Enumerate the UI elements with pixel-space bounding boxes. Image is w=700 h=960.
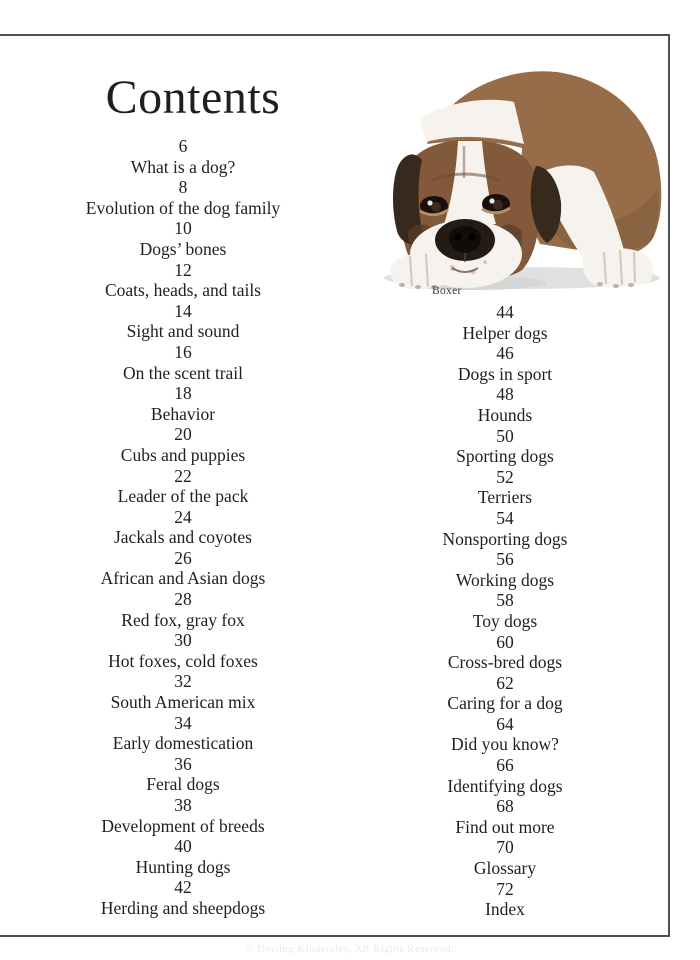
toc-entry	[33, 466, 333, 507]
toc-entry	[33, 260, 333, 301]
toc-entry-title: Sporting dogs	[456, 446, 554, 467]
toc-page-number: 28	[174, 589, 192, 610]
toc-entry	[33, 218, 333, 259]
toc-page-number: 42	[174, 877, 192, 898]
toc-page-number: 66	[496, 755, 514, 776]
toc-entry-title: Caring for a dog	[447, 693, 563, 714]
toc-entry-title: Early domestication	[112, 733, 254, 754]
toc-page-number: 20	[174, 424, 192, 445]
toc-page-number: 34	[174, 712, 192, 733]
toc-page-number: 62	[496, 672, 514, 693]
toc-page-number: 60	[496, 631, 514, 652]
toc-entry	[33, 589, 333, 630]
toc-entry	[33, 342, 333, 383]
toc-page-number: 32	[174, 671, 192, 692]
toc-entry	[33, 795, 333, 836]
toc-entry-title: Hunting dogs	[135, 856, 231, 877]
toc-entry	[385, 673, 625, 714]
toc-entry	[385, 632, 625, 673]
toc-page-number: 70	[496, 837, 514, 858]
toc-entry-title: Glossary	[473, 858, 537, 879]
toc-entry-title: Toy dogs	[472, 610, 538, 631]
toc-entry-title: Feral dogs	[146, 774, 220, 795]
toc-entry	[33, 507, 333, 548]
toc-entry	[33, 713, 333, 754]
toc-entry	[385, 879, 625, 920]
toc-page-number: 72	[496, 878, 514, 899]
toc-entry	[33, 877, 333, 918]
toc-entry-title: Identifying dogs	[447, 775, 563, 796]
toc-entry-title: Did you know?	[451, 734, 559, 755]
toc-entry-title: Evolution of the dog family	[85, 197, 281, 218]
toc-page-number: 6	[178, 136, 188, 156]
toc-page-number: 40	[174, 836, 192, 857]
toc-entry	[385, 426, 625, 467]
toc-page-number: 8	[178, 177, 188, 198]
toc-page-number: 24	[174, 506, 192, 527]
toc-entry	[33, 754, 333, 795]
toc-entry-title: Sight and sound	[126, 321, 240, 342]
toc-entry	[385, 796, 625, 837]
toc-page-number: 30	[174, 630, 192, 651]
toc-page-number: 16	[174, 341, 192, 362]
toc-entry	[385, 714, 625, 755]
toc-entry-title: Leader of the pack	[117, 486, 249, 507]
toc-entry-title: Herding and sheepdogs	[100, 897, 266, 918]
toc-page-number: 44	[496, 302, 514, 322]
toc-page-number: 26	[174, 547, 192, 568]
toc-page-number: 46	[496, 343, 514, 364]
toc-page-number: 12	[174, 259, 192, 280]
toc-entry-title: African and Asian dogs	[100, 568, 266, 589]
toc-entry	[385, 467, 625, 508]
toc-entry	[33, 671, 333, 712]
toc-page-number: 38	[174, 795, 192, 815]
toc-entry	[385, 508, 625, 549]
toc-page-number: 36	[174, 753, 192, 774]
toc-page-number: 58	[496, 590, 514, 611]
toc-entry	[385, 755, 625, 796]
toc-page-number: 54	[496, 507, 514, 528]
toc-entry	[33, 836, 333, 877]
toc-entry-title: Cross-bred dogs	[447, 652, 563, 673]
toc-page-number: 50	[496, 425, 514, 446]
toc-entry	[33, 177, 333, 218]
toc-entry-title: Helper dogs	[462, 322, 548, 343]
toc-page-number: 14	[174, 300, 192, 321]
dog-front-paw	[390, 253, 451, 289]
toc-entry-title: Find out more	[455, 816, 555, 837]
toc-page-number: 18	[174, 383, 192, 404]
toc-page-number: 22	[174, 465, 192, 486]
toc-page-number: 48	[496, 384, 514, 405]
toc-entry-title: Coats, heads, and tails	[104, 280, 261, 301]
toc-entry-title: Red fox, gray fox	[121, 609, 245, 630]
toc-entry-title: South American mix	[110, 692, 256, 713]
page-title: Contents	[105, 71, 281, 124]
toc-entry-title: Index	[485, 899, 525, 920]
toc-entry	[33, 301, 333, 342]
toc-entry	[385, 302, 625, 343]
toc-entry	[33, 136, 333, 177]
toc-entry	[33, 630, 333, 671]
toc-entry	[385, 384, 625, 425]
toc-left-column	[33, 136, 333, 919]
toc-entry-title: On the scent trail	[122, 362, 244, 383]
toc-entry-title: Development of breeds	[101, 815, 265, 836]
toc-entry	[385, 837, 625, 878]
toc-entry	[33, 424, 333, 465]
toc-entry-title: Hounds	[477, 404, 533, 425]
toc-entry	[33, 383, 333, 424]
toc-page-number: 68	[496, 796, 514, 817]
toc-right-column	[385, 302, 625, 920]
boxer-photo	[372, 56, 670, 292]
photo-caption: Boxer	[432, 285, 462, 297]
dog-rear-paw	[583, 248, 654, 288]
toc-entry-title: Cubs and puppies	[120, 444, 246, 465]
toc-page-number: 64	[496, 713, 514, 734]
toc-entry-title: Dogs in sport	[457, 363, 553, 384]
toc-page-number: 56	[496, 549, 514, 570]
toc-entry-title: Working dogs	[455, 569, 555, 590]
toc-entry-title: Nonsporting dogs	[442, 528, 568, 549]
toc-entry-title: Dogs’ bones	[139, 238, 227, 259]
toc-entry-title: Terriers	[477, 487, 533, 508]
toc-entry	[33, 548, 333, 589]
toc-entry-title: What is a dog?	[130, 156, 236, 177]
toc-page-number: 10	[174, 218, 192, 239]
toc-page-number: 52	[496, 466, 514, 487]
footer-watermark: © Dorling Kindersley. All Rights Reserved.	[245, 944, 455, 955]
toc-entry-title: Jackals and coyotes	[113, 527, 252, 548]
toc-entry	[385, 590, 625, 631]
toc-entry-title: Behavior	[150, 403, 216, 424]
toc-entry	[385, 549, 625, 590]
toc-entry	[385, 343, 625, 384]
toc-entry-title: Hot foxes, cold foxes	[108, 650, 258, 671]
